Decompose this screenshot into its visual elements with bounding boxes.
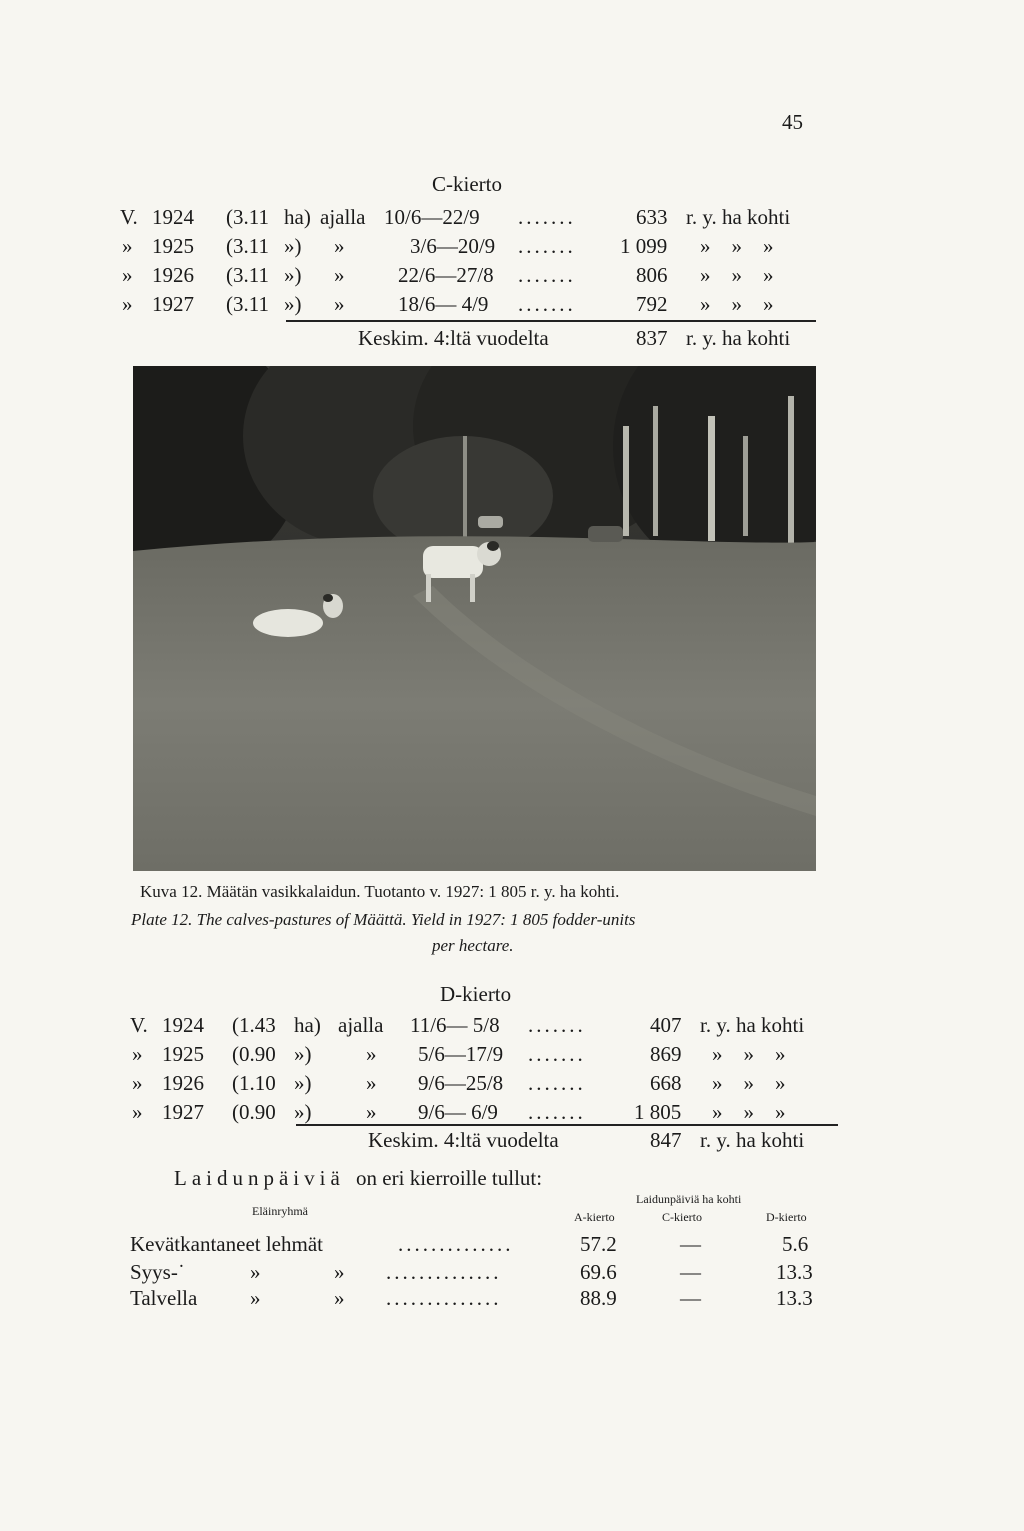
row-prefix: » [132,1042,143,1066]
row-unit: ») [284,292,302,316]
row-area: (1.43 [232,1013,276,1037]
row-area: (3.11 [226,263,269,287]
row-period: 10/6—22/9 [384,205,480,229]
row-unit-label: » » » [712,1100,786,1124]
row-dots: ....... [518,205,576,229]
row-unit: ») [294,1100,312,1124]
row-value: 407 [650,1013,682,1037]
c-kierto-sum-rule [286,320,816,322]
d-kierto-title: D-kierto [440,982,512,1006]
row-unit: ») [284,263,302,287]
d-kierto-row [0,1069,1024,1097]
row-dots: ....... [528,1100,586,1124]
row-area: (3.11 [226,205,269,229]
row-value: 633 [636,205,668,229]
row-period: 22/6—27/8 [398,263,494,287]
row-year: 1927 [152,292,194,316]
row-period: 5/6—17/9 [418,1042,504,1066]
d-kierto-average-unit: r. y. ha kohti [700,1128,805,1152]
value-a: 88.9 [580,1286,617,1310]
pasture-days-heading [174,1166,542,1191]
row-area: (1.10 [232,1071,276,1095]
c-kierto-row [0,290,1024,318]
d-kierto-row [0,1040,1024,1068]
row-label: Syys-˙ [130,1260,185,1284]
row-prefix: » [122,234,133,258]
value-c: — [680,1286,701,1310]
column-header-c: C-kierto [662,1210,702,1224]
row-unit: ») [294,1042,312,1066]
page-number: 45 [782,110,803,134]
row-period: 9/6—25/8 [418,1071,504,1095]
row-prefix: V. [130,1013,148,1037]
value-d: 13.3 [776,1286,813,1310]
row-prefix: » [122,292,133,316]
group-header: Eläinryhmä [252,1204,308,1218]
pasture-days-row [0,1284,1024,1312]
row-dots: .............. [386,1286,502,1310]
row-period: 3/6—20/9 [410,234,496,258]
row-dots: ....... [528,1071,586,1095]
row-unit: ») [284,234,302,258]
row-area: (3.11 [226,292,269,316]
d-kierto-row [0,1098,1024,1126]
figure-caption-fi: Kuva 12. Määtän vasikkalaidun. Tuotanto v. 1927: 1 805 r. y. ha kohti. [140,882,620,901]
d-kierto-row [0,1011,1024,1039]
row-value: 668 [650,1071,682,1095]
row-area: (3.11 [226,234,269,258]
row-prefix: V. [120,205,138,229]
row-prefix: » [122,263,133,287]
d-kierto-average-value: 847 [650,1128,682,1152]
row-area: (0.90 [232,1100,276,1124]
row-label: Kevätkantaneet lehmät [130,1232,323,1256]
d-kierto-sum-rule [296,1124,838,1126]
row-year: 1925 [152,234,194,258]
value-d: 5.6 [782,1232,809,1256]
row-word: ajalla [320,205,366,229]
c-kierto-average-unit: r. y. ha kohti [686,326,791,350]
row-dots: ....... [528,1013,586,1037]
row-word: ajalla [338,1013,384,1037]
row-prefix: » [132,1071,143,1095]
row-dots: ....... [518,263,576,287]
row-ditto: » [250,1286,261,1310]
value-a: 69.6 [580,1260,617,1284]
row-value: 1 099 [620,234,668,258]
row-year: 1925 [162,1042,204,1066]
row-ditto: » [334,1286,345,1310]
figure-caption-en: Plate 12. The calves-pastures of Määttä. Yield in 1927: 1 805 fodder-units [131,910,636,929]
row-prefix: » [132,1100,143,1124]
value-a: 57.2 [580,1232,617,1256]
row-unit: ») [294,1071,312,1095]
row-area: (0.90 [232,1042,276,1066]
row-dots: ....... [518,234,576,258]
row-period: 9/6— 6/9 [418,1100,498,1124]
pasture-days-row [0,1258,1024,1286]
d-kierto-average-label: Keskim. 4:ltä vuodelta [368,1128,559,1152]
value-c: — [680,1260,701,1284]
row-unit: ha) [284,205,311,229]
row-period: 18/6— 4/9 [398,292,489,316]
row-ditto: » [334,1260,345,1284]
row-value: 869 [650,1042,682,1066]
row-value: 1 805 [634,1100,682,1124]
column-header-d: D-kierto [766,1210,807,1224]
row-value: 792 [636,292,668,316]
row-unit-label: » » » [700,292,774,316]
row-unit-label: r. y. ha kohti [686,205,791,229]
row-unit-label: r. y. ha kohti [700,1013,805,1037]
pasture-days-heading-spaced: Laidunpäiviä [174,1166,345,1190]
pasture-days-heading-rest: on eri kierroille tullut: [356,1166,543,1190]
c-kierto-average-value: 837 [636,326,668,350]
value-c: — [680,1232,701,1256]
figure-caption-en-cont: per hectare. [432,936,514,955]
row-unit-label: » » » [712,1071,786,1095]
row-word: » [334,234,345,258]
row-year: 1926 [152,263,194,287]
row-value: 806 [636,263,668,287]
c-kierto-average-label: Keskim. 4:ltä vuodelta [358,326,549,350]
row-year: 1927 [162,1100,204,1124]
c-kierto-row [0,232,1024,260]
pasture-days-row [0,1230,1024,1258]
row-year: 1926 [162,1071,204,1095]
pasture-photo [133,366,816,871]
row-word: » [366,1071,377,1095]
row-ditto: » [250,1260,261,1284]
row-dots: .............. [398,1232,514,1256]
c-kierto-title: C-kierto [432,172,502,196]
value-d: 13.3 [776,1260,813,1284]
row-unit: ha) [294,1013,321,1037]
c-kierto-row [0,261,1024,289]
row-word: » [366,1042,377,1066]
row-word: » [334,292,345,316]
row-label: Talvella [130,1286,198,1310]
c-kierto-row [0,203,1024,231]
row-dots: ....... [528,1042,586,1066]
row-year: 1924 [152,205,194,229]
row-period: 11/6— 5/8 [410,1013,500,1037]
row-year: 1924 [162,1013,204,1037]
row-dots: .............. [386,1260,502,1284]
row-unit-label: » » » [712,1042,786,1066]
column-header-a: A-kierto [574,1210,615,1224]
row-unit-label: » » » [700,263,774,287]
row-unit-label: » » » [700,234,774,258]
row-word: » [366,1100,377,1124]
row-word: » [334,263,345,287]
value-header: Laidunpäiviä ha kohti [636,1192,742,1206]
row-dots: ....... [518,292,576,316]
